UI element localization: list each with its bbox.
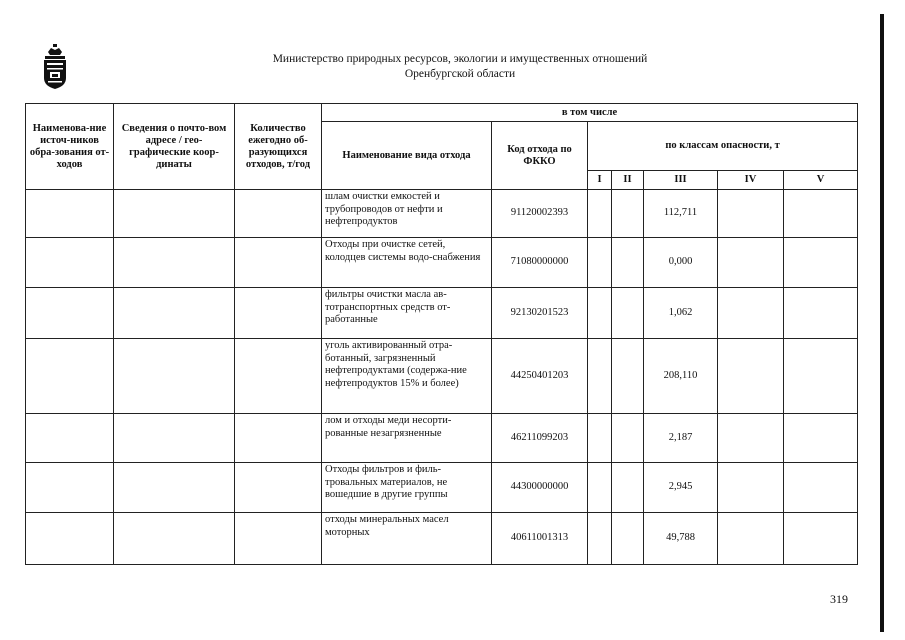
class-3-value: 49,788 bbox=[644, 513, 718, 565]
class-3-value: 1,062 bbox=[644, 288, 718, 339]
waste-name: шлам очистки емкостей и трубопроводов от нефти и нефтепродуктов bbox=[322, 190, 492, 238]
header-source-name: Наименова-ние источ-ников обра-зования от-ходов bbox=[26, 104, 114, 190]
header-class-3: III bbox=[644, 171, 718, 190]
header-address: Сведения о почто-вом адресе / гео-графические коор-динаты bbox=[114, 104, 235, 190]
header-class-5: V bbox=[784, 171, 858, 190]
table-row bbox=[26, 463, 858, 513]
waste-name: лом и отходы меди несорти-рованные незагрязненные bbox=[322, 414, 492, 463]
waste-name: Отходы фильтров и филь-тровальных материалов, не вошедшие в другие группы bbox=[322, 463, 492, 513]
coat-of-arms-icon bbox=[42, 44, 68, 90]
waste-name: отходы минеральных масел моторных bbox=[322, 513, 492, 565]
header-line-2: Оренбургской области bbox=[404, 68, 516, 80]
page-number: 319 bbox=[830, 592, 848, 606]
table-row bbox=[26, 513, 858, 565]
fkko-code: 92130201523 bbox=[492, 288, 588, 339]
class-3-value: 0,000 bbox=[644, 238, 718, 288]
header-class-1: I bbox=[588, 171, 612, 190]
table-row bbox=[26, 288, 858, 339]
header-line-1: Министерство природных ресурсов, экологии и имущественных отношений bbox=[272, 53, 648, 65]
header-class-4: IV bbox=[718, 171, 784, 190]
table-row bbox=[26, 339, 858, 414]
fkko-code: 44300000000 bbox=[492, 463, 588, 513]
table-row bbox=[26, 190, 858, 238]
scan-edge-bar bbox=[880, 14, 884, 632]
waste-name: фильтры очистки масла ав-тотранспортных средств от-работанные bbox=[322, 288, 492, 339]
waste-name: Отходы при очистке сетей, колодцев системы водо-снабжения bbox=[322, 238, 492, 288]
header-quantity: Количество ежегодно об-разующихся отходов, т/год bbox=[235, 104, 322, 190]
fkko-code: 44250401203 bbox=[492, 339, 588, 414]
fkko-code: 46211099203 bbox=[492, 414, 588, 463]
fkko-code: 40611001313 bbox=[492, 513, 588, 565]
class-3-value: 208,110 bbox=[644, 339, 718, 414]
header-fkko-code: Код отхода по ФККО bbox=[492, 122, 588, 190]
class-3-value: 2,945 bbox=[644, 463, 718, 513]
fkko-code: 71080000000 bbox=[492, 238, 588, 288]
waste-name: уголь активированный отра-ботанный, загрязненный нефтепродуктами (содержа-ние нефтепродуктов 15% и более) bbox=[322, 339, 492, 414]
ministry-header bbox=[200, 52, 720, 82]
fkko-code: 91120002393 bbox=[492, 190, 588, 238]
header-including: в том числе bbox=[322, 104, 858, 122]
waste-table bbox=[25, 103, 858, 565]
header-waste-type: Наименование вида отхода bbox=[322, 122, 492, 190]
header-hazard-classes: по классам опасности, т bbox=[588, 122, 858, 171]
table-row bbox=[26, 238, 858, 288]
class-3-value: 112,711 bbox=[644, 190, 718, 238]
header-class-2: II bbox=[612, 171, 644, 190]
class-3-value: 2,187 bbox=[644, 414, 718, 463]
table-row bbox=[26, 414, 858, 463]
